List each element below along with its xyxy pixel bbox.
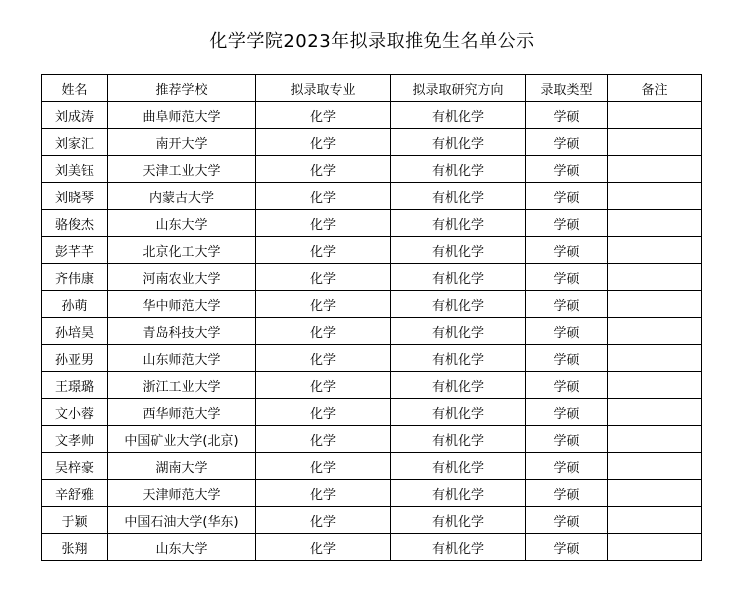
table-row	[42, 318, 702, 345]
cell-note	[608, 426, 702, 453]
header-name: 姓名	[42, 75, 108, 102]
cell-name: 刘晓琴	[42, 183, 108, 210]
cell-note	[608, 507, 702, 534]
cell-type: 学硕	[526, 156, 608, 183]
header-note: 备注	[608, 75, 702, 102]
cell-school: 河南农业大学	[108, 264, 256, 291]
header-direction: 拟录取研究方向	[391, 75, 526, 102]
cell-school: 浙江工业大学	[108, 372, 256, 399]
cell-name: 文小蓉	[42, 399, 108, 426]
cell-note	[608, 102, 702, 129]
cell-name: 孙培昊	[42, 318, 108, 345]
cell-name: 王璟璐	[42, 372, 108, 399]
cell-school: 西华师范大学	[108, 399, 256, 426]
cell-type: 学硕	[526, 372, 608, 399]
cell-type: 学硕	[526, 237, 608, 264]
cell-name: 吴梓豪	[42, 453, 108, 480]
cell-major: 化学	[256, 183, 391, 210]
cell-major: 化学	[256, 237, 391, 264]
cell-note	[608, 129, 702, 156]
cell-direction: 有机化学	[391, 129, 526, 156]
cell-major: 化学	[256, 318, 391, 345]
cell-direction: 有机化学	[391, 237, 526, 264]
table-row	[42, 183, 702, 210]
cell-school: 华中师范大学	[108, 291, 256, 318]
header-school: 推荐学校	[108, 75, 256, 102]
cell-direction: 有机化学	[391, 480, 526, 507]
cell-type: 学硕	[526, 183, 608, 210]
cell-name: 孙亚男	[42, 345, 108, 372]
cell-major: 化学	[256, 210, 391, 237]
table-row	[42, 426, 702, 453]
cell-type: 学硕	[526, 102, 608, 129]
cell-major: 化学	[256, 372, 391, 399]
cell-note	[608, 399, 702, 426]
cell-name: 刘美钰	[42, 156, 108, 183]
cell-direction: 有机化学	[391, 183, 526, 210]
cell-major: 化学	[256, 102, 391, 129]
cell-name: 于颖	[42, 507, 108, 534]
cell-type: 学硕	[526, 291, 608, 318]
cell-name: 文孝帅	[42, 426, 108, 453]
cell-note	[608, 210, 702, 237]
cell-name: 孙萌	[42, 291, 108, 318]
cell-name: 张翔	[42, 534, 108, 561]
cell-school: 南开大学	[108, 129, 256, 156]
cell-type: 学硕	[526, 534, 608, 561]
table-row	[42, 399, 702, 426]
cell-name: 刘成涛	[42, 102, 108, 129]
cell-school: 中国矿业大学(北京)	[108, 426, 256, 453]
cell-type: 学硕	[526, 345, 608, 372]
cell-direction: 有机化学	[391, 291, 526, 318]
cell-name: 辛舒雅	[42, 480, 108, 507]
cell-direction: 有机化学	[391, 210, 526, 237]
cell-direction: 有机化学	[391, 345, 526, 372]
cell-major: 化学	[256, 291, 391, 318]
cell-note	[608, 264, 702, 291]
cell-note	[608, 237, 702, 264]
header-major: 拟录取专业	[256, 75, 391, 102]
table-row	[42, 129, 702, 156]
cell-major: 化学	[256, 129, 391, 156]
table-row	[42, 237, 702, 264]
header-type: 录取类型	[526, 75, 608, 102]
admission-list-table	[41, 74, 702, 561]
cell-type: 学硕	[526, 399, 608, 426]
cell-name: 刘家汇	[42, 129, 108, 156]
cell-type: 学硕	[526, 426, 608, 453]
table-header-row	[42, 75, 702, 102]
cell-type: 学硕	[526, 264, 608, 291]
cell-type: 学硕	[526, 318, 608, 345]
page-title: 化学学院2023年拟录取推免生名单公示	[209, 31, 535, 52]
table-row	[42, 291, 702, 318]
table-row	[42, 102, 702, 129]
cell-major: 化学	[256, 345, 391, 372]
cell-direction: 有机化学	[391, 507, 526, 534]
cell-note	[608, 318, 702, 345]
cell-direction: 有机化学	[391, 534, 526, 561]
cell-type: 学硕	[526, 480, 608, 507]
cell-school: 中国石油大学(华东)	[108, 507, 256, 534]
table-body	[42, 102, 702, 561]
cell-major: 化学	[256, 453, 391, 480]
cell-note	[608, 183, 702, 210]
cell-name: 彭芊芊	[42, 237, 108, 264]
cell-note	[608, 372, 702, 399]
table-row	[42, 372, 702, 399]
cell-school: 内蒙古大学	[108, 183, 256, 210]
cell-direction: 有机化学	[391, 156, 526, 183]
table-row	[42, 534, 702, 561]
cell-type: 学硕	[526, 210, 608, 237]
cell-direction: 有机化学	[391, 102, 526, 129]
cell-school: 北京化工大学	[108, 237, 256, 264]
cell-note	[608, 480, 702, 507]
table-row	[42, 507, 702, 534]
cell-note	[608, 534, 702, 561]
table-row	[42, 264, 702, 291]
cell-major: 化学	[256, 480, 391, 507]
cell-note	[608, 156, 702, 183]
cell-note	[608, 453, 702, 480]
cell-major: 化学	[256, 399, 391, 426]
cell-note	[608, 345, 702, 372]
cell-name: 骆俊杰	[42, 210, 108, 237]
table-row	[42, 480, 702, 507]
table-row	[42, 453, 702, 480]
cell-school: 天津师范大学	[108, 480, 256, 507]
cell-school: 山东大学	[108, 534, 256, 561]
cell-major: 化学	[256, 156, 391, 183]
cell-school: 湖南大学	[108, 453, 256, 480]
cell-major: 化学	[256, 507, 391, 534]
cell-note	[608, 291, 702, 318]
cell-school: 曲阜师范大学	[108, 102, 256, 129]
table-row	[42, 345, 702, 372]
cell-major: 化学	[256, 534, 391, 561]
cell-direction: 有机化学	[391, 372, 526, 399]
cell-school: 天津工业大学	[108, 156, 256, 183]
cell-name: 齐伟康	[42, 264, 108, 291]
cell-school: 青岛科技大学	[108, 318, 256, 345]
cell-type: 学硕	[526, 129, 608, 156]
cell-school: 山东大学	[108, 210, 256, 237]
cell-direction: 有机化学	[391, 453, 526, 480]
cell-direction: 有机化学	[391, 426, 526, 453]
table-row	[42, 156, 702, 183]
cell-direction: 有机化学	[391, 264, 526, 291]
cell-major: 化学	[256, 426, 391, 453]
cell-school: 山东师范大学	[108, 345, 256, 372]
cell-type: 学硕	[526, 507, 608, 534]
cell-major: 化学	[256, 264, 391, 291]
cell-direction: 有机化学	[391, 318, 526, 345]
cell-direction: 有机化学	[391, 399, 526, 426]
table-row	[42, 210, 702, 237]
cell-type: 学硕	[526, 453, 608, 480]
